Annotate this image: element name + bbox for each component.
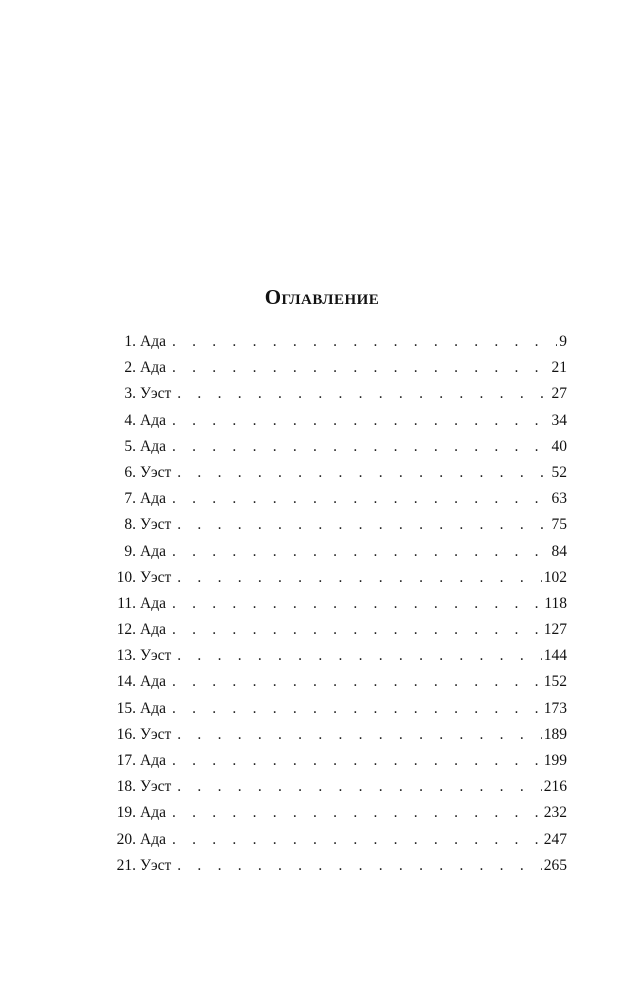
chapter-title: Ада (140, 752, 166, 769)
page-number: 9 (559, 333, 567, 350)
page-number: 102 (543, 568, 567, 586)
dot-leader (175, 722, 541, 748)
toc-entry[interactable] (110, 381, 567, 407)
chapter-number: 21. (116, 856, 136, 874)
toc-entry[interactable] (110, 355, 567, 381)
dot-leader (170, 355, 550, 381)
chapter-number: 2. (124, 359, 136, 377)
chapter-number: 5. (124, 437, 136, 455)
chapter-title: Ада (140, 333, 166, 350)
page-number: 247 (543, 830, 567, 848)
toc-entry[interactable] (110, 460, 567, 486)
toc-entry[interactable] (110, 722, 567, 748)
chapter-title: Ада (140, 673, 166, 691)
chapter-title: Ада (140, 359, 166, 377)
dot-leader (170, 696, 542, 722)
dot-leader (170, 617, 542, 643)
page-number: 75 (551, 516, 567, 534)
dot-leader (175, 774, 541, 800)
page-number: 144 (543, 647, 567, 665)
dot-leader (170, 539, 550, 565)
dot-leader (170, 591, 542, 617)
chapter-number: 3. (124, 385, 136, 403)
toc-entry[interactable] (110, 643, 567, 669)
page-number: 34 (551, 411, 567, 429)
toc-entry[interactable] (110, 748, 567, 774)
dot-leader (175, 512, 549, 538)
toc-entry[interactable] (110, 565, 567, 591)
chapter-title: Уэст (140, 725, 172, 743)
dot-leader (170, 748, 542, 774)
chapter-number: 10. (116, 568, 136, 586)
dot-leader (170, 408, 550, 434)
dot-leader (170, 329, 557, 355)
toc-entry[interactable] (110, 774, 567, 800)
chapter-number: 18. (116, 778, 136, 796)
dot-leader (170, 434, 550, 460)
toc-entry[interactable] (110, 617, 567, 643)
chapter-number: 9. (124, 542, 136, 560)
chapter-number: 16. (116, 725, 136, 743)
toc-entry[interactable] (110, 486, 567, 512)
dot-leader (170, 827, 542, 853)
chapter-number: 20. (116, 830, 136, 848)
chapter-number: 6. (124, 463, 136, 481)
chapter-title: Ада (140, 594, 166, 612)
dot-leader (175, 853, 541, 879)
page-number: 21 (551, 359, 567, 377)
toc-entry[interactable] (110, 853, 567, 879)
toc-entry[interactable] (110, 669, 567, 695)
chapter-title: Уэст (140, 856, 172, 874)
dot-leader (175, 460, 549, 486)
chapter-number: 4. (124, 411, 136, 429)
dot-leader (175, 643, 541, 669)
chapter-number: 15. (116, 699, 136, 717)
chapter-title: Ада (140, 437, 166, 455)
chapter-title: Уэст (140, 778, 172, 796)
chapter-title: Ада (140, 830, 166, 848)
page-number: 173 (543, 699, 567, 717)
chapter-number: 7. (124, 490, 136, 508)
chapter-title: Уэст (140, 463, 172, 481)
dot-leader (170, 669, 542, 695)
dot-leader (175, 381, 549, 407)
toc-entry[interactable] (110, 539, 567, 565)
dot-leader (175, 565, 541, 591)
table-of-contents (110, 329, 567, 879)
page-number: 127 (543, 621, 567, 639)
toc-entry[interactable] (110, 408, 567, 434)
chapter-title: Уэст (140, 568, 172, 586)
toc-entry[interactable] (110, 827, 567, 853)
page-number: 216 (543, 778, 567, 796)
dot-leader (170, 486, 550, 512)
page-number: 152 (543, 673, 567, 691)
page-number: 265 (543, 856, 567, 874)
chapter-title: Уэст (140, 385, 172, 403)
toc-entry[interactable] (110, 434, 567, 460)
toc-entry[interactable] (110, 591, 567, 617)
chapter-title: Уэст (140, 516, 172, 534)
chapter-number: 12. (116, 621, 136, 639)
toc-entry[interactable] (110, 329, 567, 355)
chapter-number: 13. (116, 647, 136, 665)
chapter-title: Ада (140, 542, 166, 560)
chapter-number: 17. (116, 752, 136, 769)
toc-entry[interactable] (110, 696, 567, 722)
dot-leader (170, 800, 542, 826)
page-number: 84 (551, 542, 567, 560)
page-number: 199 (543, 752, 567, 769)
chapter-title: Ада (140, 804, 166, 822)
toc-entry[interactable] (110, 512, 567, 538)
page-title: Оглавление (264, 285, 380, 309)
chapter-title: Уэст (140, 647, 172, 665)
chapter-title: Ада (140, 621, 166, 639)
toc-entry[interactable] (110, 800, 567, 826)
page-number: 189 (543, 725, 567, 743)
page-number: 40 (551, 437, 567, 455)
page-number: 118 (544, 594, 567, 612)
chapter-number: 11. (117, 594, 136, 612)
chapter-number: 8. (124, 516, 136, 534)
chapter-title: Ада (140, 699, 166, 717)
chapter-title: Ада (140, 411, 166, 429)
page-number: 232 (543, 804, 567, 822)
chapter-number: 19. (116, 804, 136, 822)
page-number: 52 (551, 463, 567, 481)
page-number: 63 (551, 490, 567, 508)
chapter-number: 14. (116, 673, 136, 691)
chapter-title: Ада (140, 490, 166, 508)
chapter-number: 1. (124, 333, 136, 350)
page-number: 27 (551, 385, 567, 403)
